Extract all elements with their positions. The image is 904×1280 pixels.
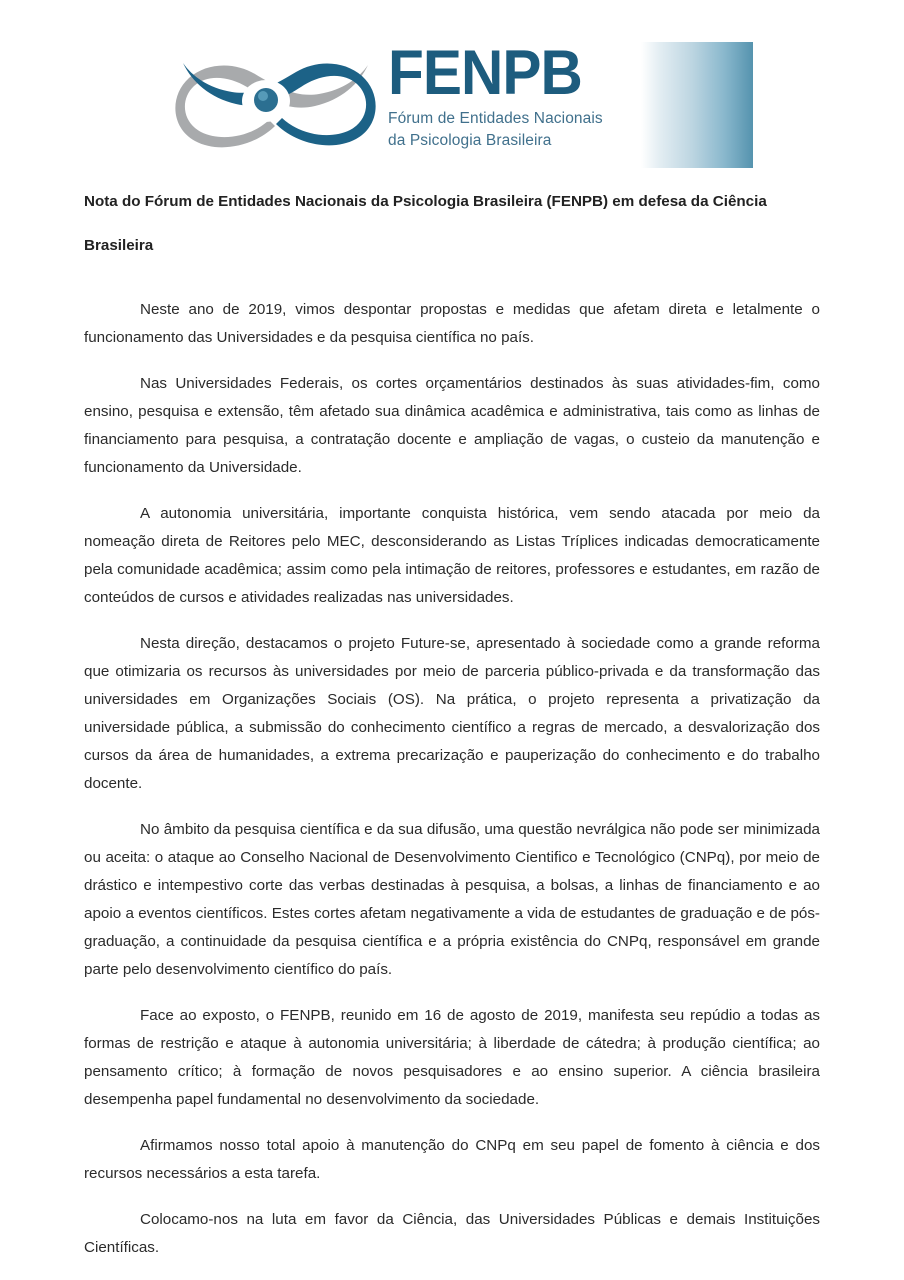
paragraph: Afirmamos nosso total apoio à manutenção do CNPq em seu papel de fomento à ciência e dos recursos necessários a esta tarefa. — [84, 1137, 820, 1182]
page-title: Nota do Fórum de Entidades Nacionais da Psicologia Brasileira (FENPB) em defesa da Ciência Brasileira — [84, 193, 767, 254]
fenpb-infinity-mark-icon — [163, 38, 388, 163]
header-gradient-block — [641, 42, 753, 168]
paragraph: Nesta direção, destacamos o projeto Future-se, apresentado à sociedade como a grande reforma que otimizaria os recursos às universidades por meio de parceria público-privada e da transformação das universidades em Organizações Sociais (OS). Na prática, o projeto representa a privatização da universidade pública, a submissão do conhecimento científico a regras de mercado, a desvalorização dos cursos da área de humanidades, a extrema precarização e pauperização do conhecimento e do trabalho docente. — [84, 635, 820, 792]
paragraph: Face ao exposto, o FENPB, reunido em 16 de agosto de 2019, manifesta seu repúdio a todas as formas de restrição e ataque à autonomia universitária; à liberdade de cátedra; à produção científica; ao pensamento crítico; à formação de novos pesquisadores e ao ensino superior. A ciência brasileira desempenha papel fundamental no desenvolvimento da sociedade. — [84, 1007, 820, 1108]
fenpb-logo — [163, 30, 643, 170]
paragraph: Nas Universidades Federais, os cortes orçamentários destinados às suas atividades-fim, como ensino, pesquisa e extensão, têm afetado sua dinâmica acadêmica e administrativa, tais como as linhas de financiamento para pesquisa, a contratação docente e ampliação de vagas, o custeio da manutenção e funcionamento da Universidade. — [84, 375, 820, 476]
paragraph: Colocamo-nos na luta em favor da Ciência, das Universidades Públicas e demais Instituições Científicas. — [84, 1211, 820, 1256]
fenpb-wordmark-text: FENPB — [388, 38, 582, 108]
document-body — [84, 180, 820, 1262]
document-header — [0, 0, 904, 178]
paragraph: A autonomia universitária, importante conquista histórica, vem sendo atacada por meio da nomeação direta de Reitores pelo MEC, desconsiderando as Listas Tríplices indicadas democraticamente pela comunidade acadêmica; assim como pela intimação de reitores, professores e estudantes, em razão de conteúdos de cursos e atividades realizadas nas universidades. — [84, 505, 820, 606]
paragraph: No âmbito da pesquisa científica e da sua difusão, uma questão nevrálgica não pode ser minimizada ou aceita: o ataque ao Conselho Nacional de Desenvolvimento Cientifico e Tecnológico (CNPq), por meio de drástico e intempestivo corte das verbas destinadas à pesquisa, a bolsas, a linhas de financiamento e ao apoio a eventos científicos. Estes cortes afetam negativamente a vida de estudantes de graduação e de pós-graduação, a continuidade da pesquisa científica e a própria existência do CNPq, responsável em grande parte pelo desenvolvimento científico do país. — [84, 821, 820, 978]
fenpb-tagline-line-2: da Psicologia Brasileira — [388, 132, 552, 149]
fenpb-wordmark — [388, 40, 643, 168]
fenpb-tagline-line-1: Fórum de Entidades Nacionais — [388, 110, 603, 127]
paragraph: Neste ano de 2019, vimos despontar propostas e medidas que afetam direta e letalmente o funcionamento das Universidades e da pesquisa científica no país. — [84, 301, 820, 346]
